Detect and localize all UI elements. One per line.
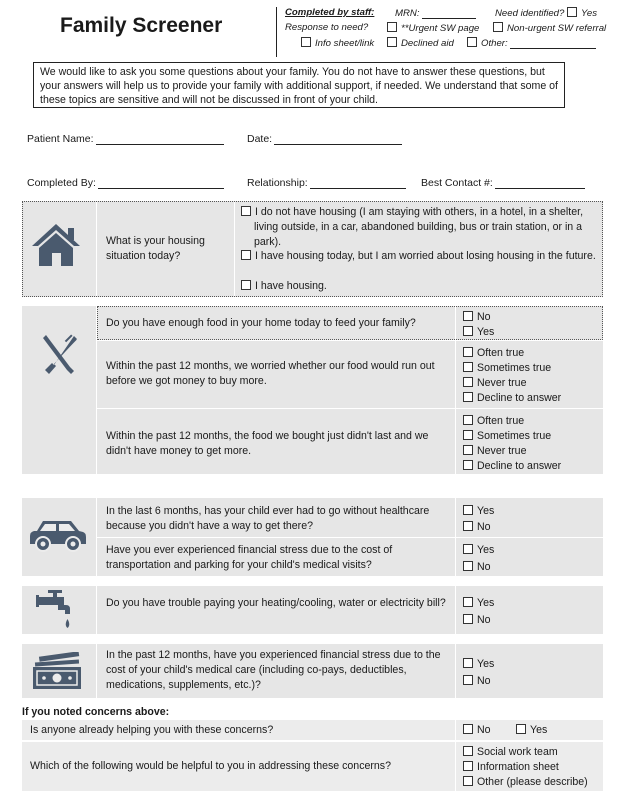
concerns-q1-checkbox-no[interactable] [463, 724, 473, 734]
housing-checkbox-3[interactable] [241, 280, 251, 290]
transport-q2-option-no[interactable]: No [463, 560, 491, 575]
faucet-icon [36, 590, 76, 632]
food-q2-checkbox-4[interactable] [463, 392, 473, 402]
staff-section [276, 7, 626, 57]
food-q2-option-4[interactable]: Decline to answer [463, 391, 561, 406]
transport-q1-checkbox-yes[interactable] [463, 505, 473, 515]
house-icon [30, 222, 82, 268]
transport-q2-checkbox-no[interactable] [463, 561, 473, 571]
urgent-option[interactable]: **Urgent SW page [387, 22, 479, 34]
housing-checkbox-1[interactable] [241, 206, 251, 216]
fork-knife-icon [40, 334, 80, 376]
completed-by-field[interactable]: Completed By: [27, 177, 224, 189]
food-q3-checkbox-3[interactable] [463, 445, 473, 455]
food-q2-checkbox-2[interactable] [463, 362, 473, 372]
food-q3-checkbox-1[interactable] [463, 415, 473, 425]
transport-q2: Have you ever experienced financial stress due to the cost of transportation and parking for your child's medical visits? [106, 544, 393, 571]
housing-option-3[interactable]: I have housing. [241, 279, 327, 294]
utilities-q1-checkbox-yes[interactable] [463, 597, 473, 607]
medical-q1-checkbox-yes[interactable] [463, 658, 473, 668]
intro-text: We would like to ask you some questions about your family. You do not have to answer these questions, but your answers will help us to provide your family with additional support, if needed. We understand that some of these topics are sensitive and will not be discussed in front of your child. [33, 62, 565, 108]
money-icon [31, 652, 83, 690]
utilities-q1: Do you have trouble paying your heating/cooling, water or electricity bill? [106, 597, 446, 609]
housing-option-1[interactable]: I do not have housing (I am staying with others, in a hotel, in a shelter, living outside, in a car, abandoned building, bus or train station, or in a park). [241, 205, 597, 250]
food-q2-option-3[interactable]: Never true [463, 376, 526, 391]
staff-heading: Completed by staff: [285, 7, 375, 18]
food-q2: Within the past 12 months, we worried whether our food would run out before we got money to buy more. [106, 360, 435, 387]
concerns-q2-option-3[interactable]: Other (please describe) [463, 775, 588, 790]
food-q1-checkbox-no[interactable] [463, 311, 473, 321]
food-q3-option-2[interactable]: Sometimes true [463, 429, 551, 444]
food-q3-option-3[interactable]: Never true [463, 444, 526, 459]
housing-question: What is your housing situation today? [106, 235, 205, 262]
food-q1-option-no[interactable]: No [463, 310, 491, 325]
transport-q1: In the last 6 months, has your child ever had to go without healthcare because you didn't have a way to get there? [106, 505, 430, 532]
urgent-checkbox[interactable] [387, 22, 397, 32]
food-q3-checkbox-2[interactable] [463, 430, 473, 440]
utilities-q1-option-yes[interactable]: Yes [463, 596, 494, 611]
relationship-field[interactable]: Relationship: [247, 177, 406, 189]
transport-q1-option-yes[interactable]: Yes [463, 504, 494, 519]
concerns-heading: If you noted concerns above: [22, 706, 170, 718]
food-q3-option-1[interactable]: Often true [463, 414, 524, 429]
transport-q1-option-no[interactable]: No [463, 520, 491, 535]
concerns-q2-checkbox-2[interactable] [463, 761, 473, 771]
food-q2-option-2[interactable]: Sometimes true [463, 361, 551, 376]
need-identified-field: Need identified? Yes [495, 8, 598, 19]
concerns-q1-option-yes[interactable]: Yes [516, 723, 547, 738]
other-option[interactable]: Other: [467, 37, 596, 49]
transport-q2-checkbox-yes[interactable] [463, 544, 473, 554]
food-q2-checkbox-3[interactable] [463, 377, 473, 387]
food-q3-option-4[interactable]: Decline to answer [463, 459, 561, 474]
date-field[interactable]: Date: [247, 133, 402, 145]
concerns-q2: Which of the following would be helpful to you in addressing these concerns? [30, 760, 391, 772]
nonurgent-option[interactable]: Non-urgent SW referral [493, 22, 606, 34]
concerns-q1: Is anyone already helping you with these concerns? [30, 724, 274, 736]
declined-option[interactable]: Declined aid [387, 37, 454, 49]
medical-q1-checkbox-no[interactable] [463, 675, 473, 685]
medical-q1-option-yes[interactable]: Yes [463, 657, 494, 672]
concerns-q2-option-2[interactable]: Information sheet [463, 760, 559, 775]
info-sheet-checkbox[interactable] [301, 37, 311, 47]
food-q3: Within the past 12 months, the food we bought just didn't last and we didn't have money to get more. [106, 430, 429, 457]
nonurgent-checkbox[interactable] [493, 22, 503, 32]
food-q1-option-yes[interactable]: Yes [463, 325, 494, 340]
other-checkbox[interactable] [467, 37, 477, 47]
housing-option-2[interactable]: I have housing today, but I am worried about losing housing in the future. [241, 249, 597, 264]
concerns-q2-checkbox-3[interactable] [463, 776, 473, 786]
car-icon [29, 518, 87, 552]
utilities-q1-checkbox-no[interactable] [463, 614, 473, 624]
food-q1: Do you have enough food in your home today to feed your family? [106, 317, 416, 329]
need-yes-checkbox[interactable] [567, 7, 577, 17]
food-q2-option-1[interactable]: Often true [463, 346, 524, 361]
food-q3-checkbox-4[interactable] [463, 460, 473, 470]
declined-checkbox[interactable] [387, 37, 397, 47]
concerns-q1-option-no[interactable]: No [463, 723, 491, 738]
food-q2-checkbox-1[interactable] [463, 347, 473, 357]
patient-name-field[interactable]: Patient Name: [27, 133, 224, 145]
housing-checkbox-2[interactable] [241, 250, 251, 260]
mrn-field[interactable]: MRN: [395, 7, 476, 19]
utilities-q1-option-no[interactable]: No [463, 613, 491, 628]
medical-q1-option-no[interactable]: No [463, 674, 491, 689]
transport-q2-option-yes[interactable]: Yes [463, 543, 494, 558]
transport-q1-checkbox-no[interactable] [463, 521, 473, 531]
concerns-q2-option-1[interactable]: Social work team [463, 745, 558, 760]
concerns-q1-checkbox-yes[interactable] [516, 724, 526, 734]
response-label: Response to need? [285, 22, 369, 33]
medical-q1: In the past 12 months, have you experienced financial stress due to the cost of your child's medical care (including co-pays, deductibles, medications, supplements, etc.)? [106, 649, 441, 691]
food-q1-checkbox-yes[interactable] [463, 326, 473, 336]
info-sheet-option[interactable]: Info sheet/link [301, 37, 374, 49]
best-contact-field[interactable]: Best Contact #: [421, 177, 585, 189]
page-title: Family Screener [60, 14, 223, 37]
concerns-q2-checkbox-1[interactable] [463, 746, 473, 756]
